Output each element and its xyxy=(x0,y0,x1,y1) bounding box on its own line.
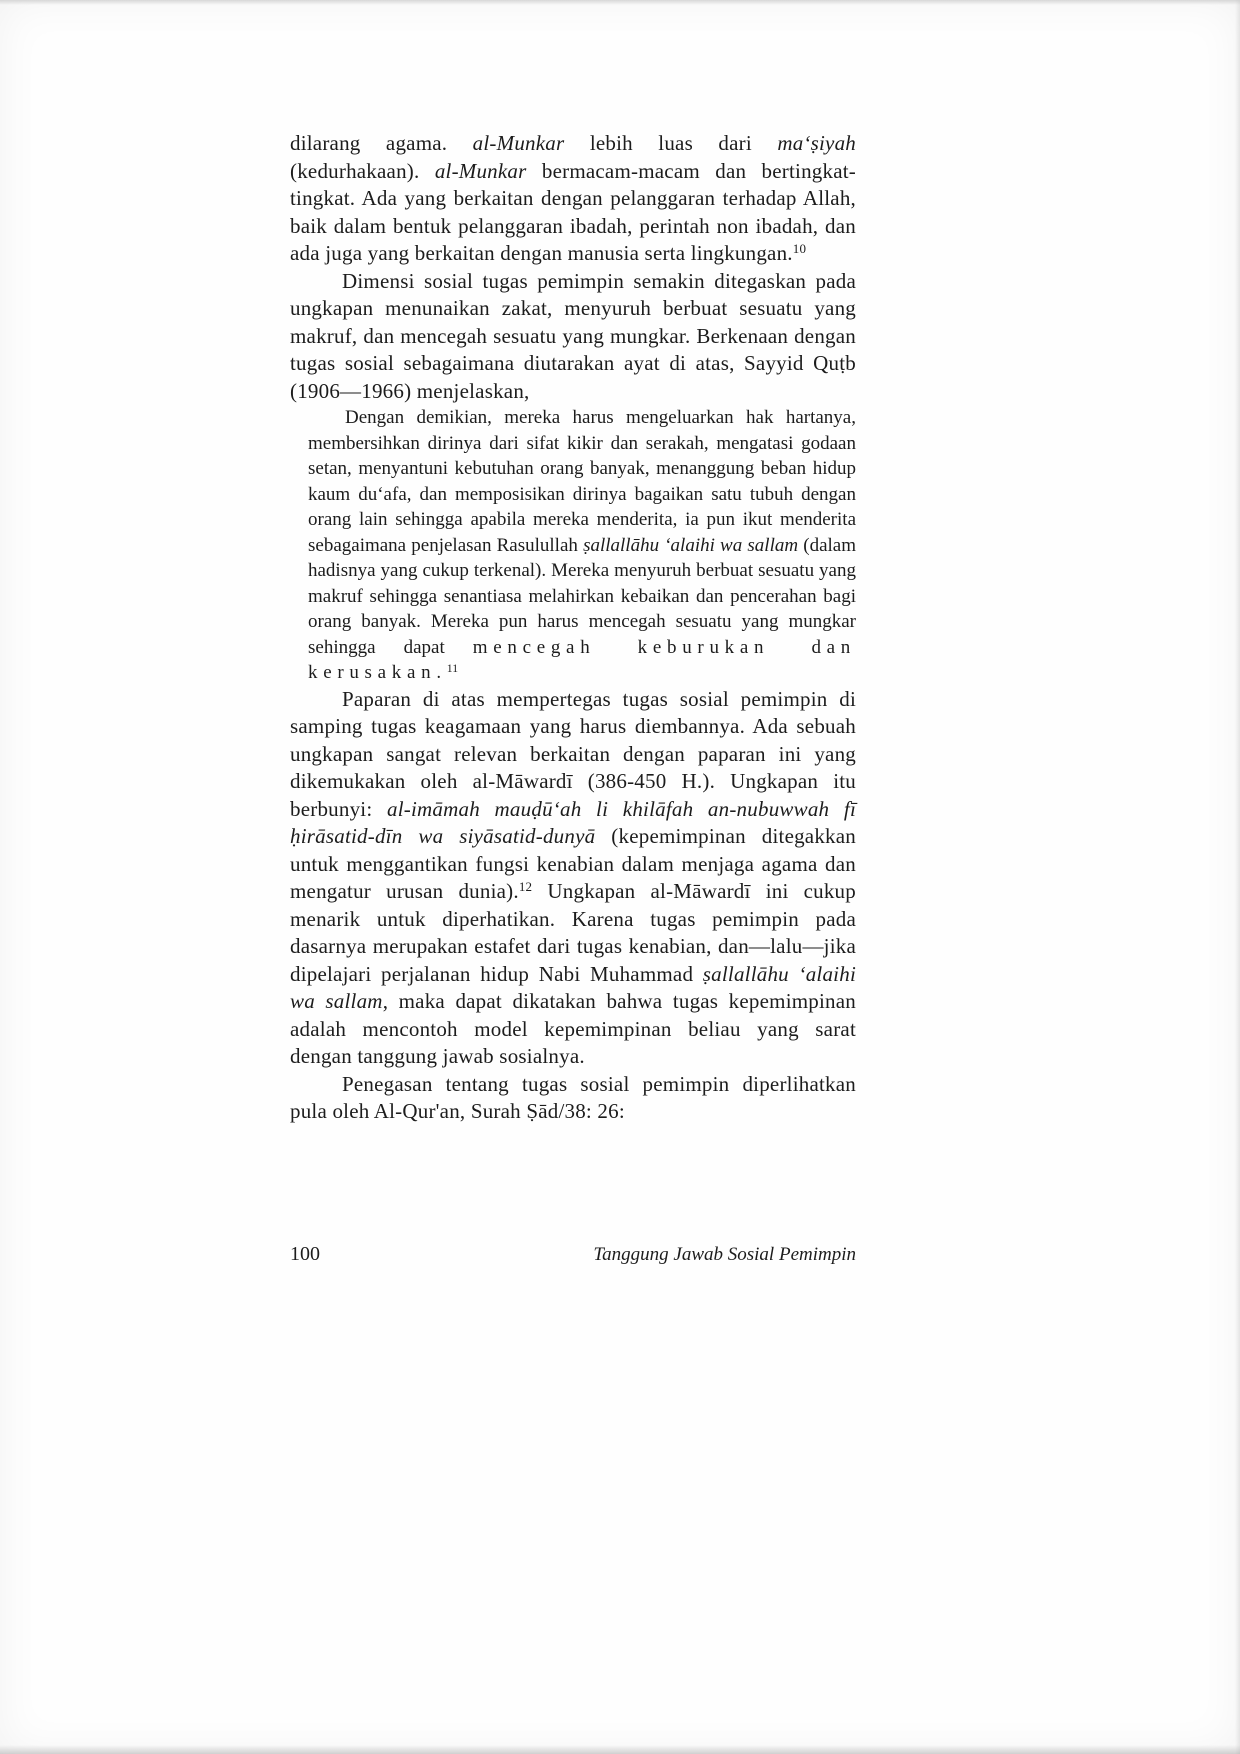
page-number: 100 xyxy=(290,1243,320,1265)
scan-edge-top xyxy=(0,0,1240,5)
paragraph-paparan-al-mawardi: Paparan di atas mempertegas tugas sosial pemimpin di samping tugas keagamaan yang harus diembannya. Ada sebuah ungkapan sangat relevan berkaitan dengan paparan ini yang dikemukakan oleh al-Māwardī (386-450 H.). Ungkapan itu berbunyi: al-imāmah mauḍū‘ah li khilāfah an-nubuwwah fī ḥirāsatid-dīn wa siyāsatid-dunyā (kepemimpinan ditegakkan untuk menggantikan fungsi kenabian dalam menjaga agama dan mengatur urusan dunia).$^{12}$ Ungkapan al-Māwardī ini cukup menarik untuk diperhatikan. Karena tugas pemimpin pada dasarnya merupakan estafet dari tugas kenabian, dan—lalu—jika dipelajari perjalanan hidup Nabi Muhammad ṣallallāhu ‘alaihi wa sallam, maka dapat dikatakan bahwa tugas kepemimpinan adalah mencontoh model kepemimpinan beliau yang sarat dengan tanggung jawab sosialnya. xyxy=(290,686,856,1068)
text-block xyxy=(290,130,856,1126)
page-footer xyxy=(290,1243,856,1266)
paragraph-dimensi-sosial: Dimensi sosial tugas pemimpin semakin ditegaskan pada ungkapan menunaikan zakat, menyuruh berbuat sesuatu yang makruf, dan mencegah sesuatu yang mungkar. Berkenaan dengan tugas sosial sebagaimana diutarakan ayat di atas, Sayyid Quṭb (1906—1966) menjelaskan, xyxy=(290,268,856,403)
running-title: Tanggung Jawab Sosial Pemimpin xyxy=(593,1244,856,1265)
paragraph-penegasan-surah-sad: Penegasan tentang tugas sosial pemimpin diperlihatkan pula oleh Al-Qur'an, Surah Ṣād/38: 26: xyxy=(290,1071,856,1123)
paragraph-continuation-al-munkar: dilarang agama. al-Munkar lebih luas dari ma‘ṣiyah (kedurhakaan). al-Munkar bermacam-macam dan bertingkat-tingkat. Ada yang berkaitan dengan pelanggaran terhadap Allah, baik dalam bentuk pelanggaran ibadah, perintah non ibadah, dan ada juga yang berkaitan dengan manusia serta lingkungan.$^{10}$ xyxy=(290,131,856,265)
scan-edge-bottom xyxy=(0,1745,1240,1754)
scan-edge-right xyxy=(1235,0,1240,1754)
blockquote-sayyid-qutb: Dengan demikian, mereka harus mengeluarkan hak hartanya, membersihkan dirinya dari sifat kikir dan serakah, mengatasi godaan setan, menyantuni kebutuhan orang banyak, menanggung beban hidup kaum du‘afa, dan memposisikan dirinya bagaikan satu tubuh dengan orang lain sehingga apabila mereka menderita, ia pun ikut menderita sebagaimana penjelasan Rasulullah ṣallallāhu ‘alaihi wa sallam (dalam hadisnya yang cukup terkenal). Mereka menyuruh berbuat sesuatu yang makruf sehingga senantiasa melahirkan kebaikan dan pencerahan bagi orang banyak. Mereka pun harus mencegah sesuatu yang mungkar sehingga dapat mencegah keburukan dan kerusakan.$^{11}$ xyxy=(308,407,857,683)
